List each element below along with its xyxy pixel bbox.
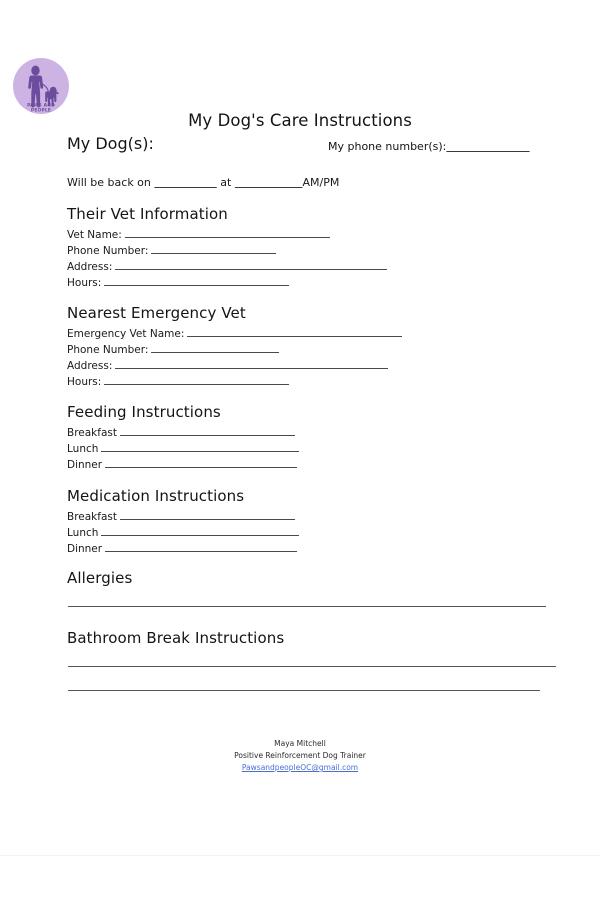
form-field[interactable] — [67, 441, 299, 457]
phone-number-field[interactable] — [328, 140, 530, 153]
form-field[interactable] — [67, 425, 299, 441]
section-heading: Feeding Instructions — [67, 403, 221, 421]
field-label: Phone Number: — [67, 344, 149, 356]
section-medication-instructions — [67, 487, 299, 557]
form-field[interactable] — [67, 374, 402, 390]
section-bathroom-break — [67, 629, 284, 651]
field-write-line[interactable] — [104, 275, 289, 286]
field-label: Lunch — [67, 443, 99, 455]
return-date-label: Will be back on — [67, 176, 151, 189]
section-their-vet-information — [67, 205, 387, 291]
form-field[interactable] — [67, 227, 387, 243]
field-label: Emergency Vet Name: — [67, 328, 185, 340]
return-time-field[interactable] — [67, 176, 339, 189]
field-write-line[interactable] — [105, 457, 297, 468]
field-label: Breakfast — [67, 427, 117, 439]
field-label: Hours: — [67, 376, 102, 388]
footer — [0, 738, 600, 774]
field-write-line[interactable] — [125, 227, 330, 238]
form-field[interactable] — [67, 457, 299, 473]
field-label: Breakfast — [67, 511, 117, 523]
page-edge-line — [0, 855, 600, 856]
field-label: Phone Number: — [67, 245, 149, 257]
form-field[interactable] — [67, 342, 402, 358]
field-label: Hours: — [67, 277, 102, 289]
form-field[interactable] — [67, 541, 299, 557]
section-heading-bathroom-break: Bathroom Break Instructions — [67, 629, 285, 647]
footer-role: Positive Reinforcement Dog Trainer — [234, 751, 366, 760]
field-write-line[interactable] — [120, 425, 295, 436]
form-field[interactable] — [67, 509, 299, 525]
form-field[interactable] — [67, 243, 387, 259]
footer-name: Maya Mitchell — [274, 739, 326, 748]
form-field[interactable] — [67, 525, 299, 541]
field-label: Address: — [67, 360, 113, 372]
field-write-line[interactable] — [151, 342, 279, 353]
field-write-line[interactable] — [187, 326, 402, 337]
return-time-blank[interactable] — [235, 176, 303, 189]
field-write-line[interactable] — [101, 525, 299, 536]
form-field[interactable] — [67, 275, 387, 291]
my-dogs-label: My Dog(s): — [67, 134, 154, 153]
return-date-blank[interactable] — [154, 176, 216, 189]
section-heading-allergies: Allergies — [67, 569, 133, 587]
form-field[interactable] — [67, 326, 402, 342]
bathroom-write-line[interactable] — [68, 690, 540, 691]
field-write-line[interactable] — [151, 243, 276, 254]
logo-text-line1: PAWS AND — [27, 103, 55, 109]
field-write-line[interactable] — [101, 441, 299, 452]
field-label: Dinner — [67, 459, 103, 471]
paws-and-people-logo — [13, 58, 69, 114]
logo-text-line2: PEOPLE — [30, 108, 52, 114]
section-feeding-instructions — [67, 403, 299, 473]
section-heading: Their Vet Information — [67, 205, 228, 223]
section-heading: Nearest Emergency Vet — [67, 304, 246, 322]
field-write-line[interactable] — [120, 509, 295, 520]
footer-email-link[interactable]: PawsandpeopleOC@gmail.com — [241, 763, 359, 772]
phone-number-blank[interactable] — [446, 140, 529, 153]
field-label: Address: — [67, 261, 113, 273]
field-label: Vet Name: — [67, 229, 122, 241]
form-field[interactable] — [67, 358, 402, 374]
am-pm-label: AM/PM — [302, 176, 340, 189]
field-write-line[interactable] — [104, 374, 289, 385]
section-allergies — [67, 569, 132, 591]
section-nearest-emergency-vet — [67, 304, 402, 390]
field-write-line[interactable] — [115, 259, 387, 270]
section-heading: Medication Instructions — [67, 487, 245, 505]
form-field[interactable] — [67, 259, 387, 275]
return-at-label: at — [220, 176, 232, 189]
phone-number-label: My phone number(s): — [328, 140, 447, 153]
field-label: Dinner — [67, 543, 103, 555]
allergies-write-line[interactable] — [68, 606, 546, 607]
page-title: My Dog's Care Instructions — [188, 111, 412, 130]
field-write-line[interactable] — [115, 358, 388, 369]
bathroom-write-line[interactable] — [68, 666, 556, 667]
person-walking-dog-icon — [13, 58, 69, 114]
field-write-line[interactable] — [105, 541, 297, 552]
field-label: Lunch — [67, 527, 99, 539]
